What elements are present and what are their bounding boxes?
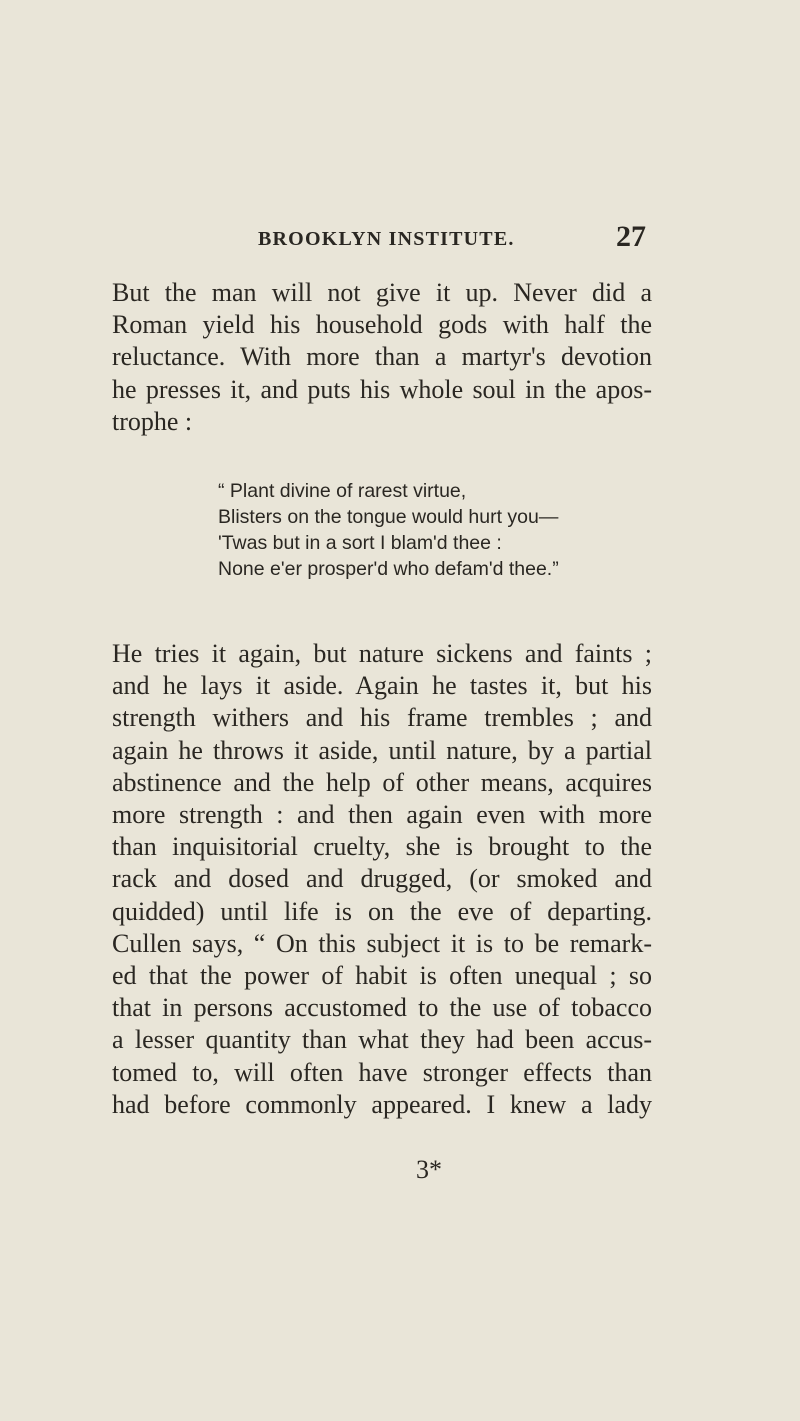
verse-line: “ Plant divine of rarest virtue, <box>218 480 467 502</box>
paragraph-line: rack and dosed and drugged, (or smoked and <box>112 864 652 894</box>
paragraph-line: strength withers and his frame trembles ; and <box>112 703 652 733</box>
paragraph-line: he presses it, and puts his whole soul in the apos- <box>112 374 652 404</box>
paragraph-line: a lesser quantity than what they had been accus- <box>112 1025 652 1055</box>
verse-line: Blisters on the tongue would hurt you— <box>218 506 559 528</box>
verse-line: 'Twas but in a sort I blam'd thee : <box>218 532 502 554</box>
paragraph-line: more strength : and then again even with more <box>112 800 652 830</box>
signature-mark: 3* <box>416 1155 442 1184</box>
verse-quotation <box>218 478 658 582</box>
running-head: BROOKLYN INSTITUTE. <box>258 228 515 250</box>
paragraph-line: than inquisitorial cruelty, she is brought to the <box>112 832 652 862</box>
paragraph-line: But the man will not give it up. Never did a <box>112 278 652 307</box>
paragraph-1 <box>112 277 652 438</box>
verse-line: None e'er prosper'd who defam'd thee.” <box>218 558 559 580</box>
page-header <box>258 220 658 260</box>
paragraph-line: tomed to, will often have stronger effects than <box>112 1057 652 1087</box>
paragraph-line: again he throws it aside, until nature, by a partial <box>112 735 652 765</box>
paragraph-line: Roman yield his household gods with half the <box>112 310 652 340</box>
page-number: 27 <box>616 220 646 253</box>
paragraph-line: reluctance. With more than a martyr's devotion <box>112 342 652 372</box>
paragraph-line: trophe : <box>112 406 193 436</box>
paragraph-line: and he lays it aside. Again he tastes it, but his <box>112 671 652 701</box>
paragraph-2 <box>112 638 652 1121</box>
paragraph-line: He tries it again, but nature sickens and faints ; <box>112 639 652 668</box>
paragraph-line: Cullen says, “ On this subject it is to be remark- <box>112 928 652 958</box>
paragraph-line: abstinence and the help of other means, acquires <box>112 767 652 797</box>
paragraph-line: quidded) until life is on the eve of departing. <box>112 896 652 926</box>
paragraph-line: ed that the power of habit is often unequal ; so <box>112 961 652 991</box>
paragraph-line: had before commonly appeared. I knew a lady <box>112 1089 652 1119</box>
paragraph-line: that in persons accustomed to the use of tobacco <box>112 993 652 1023</box>
